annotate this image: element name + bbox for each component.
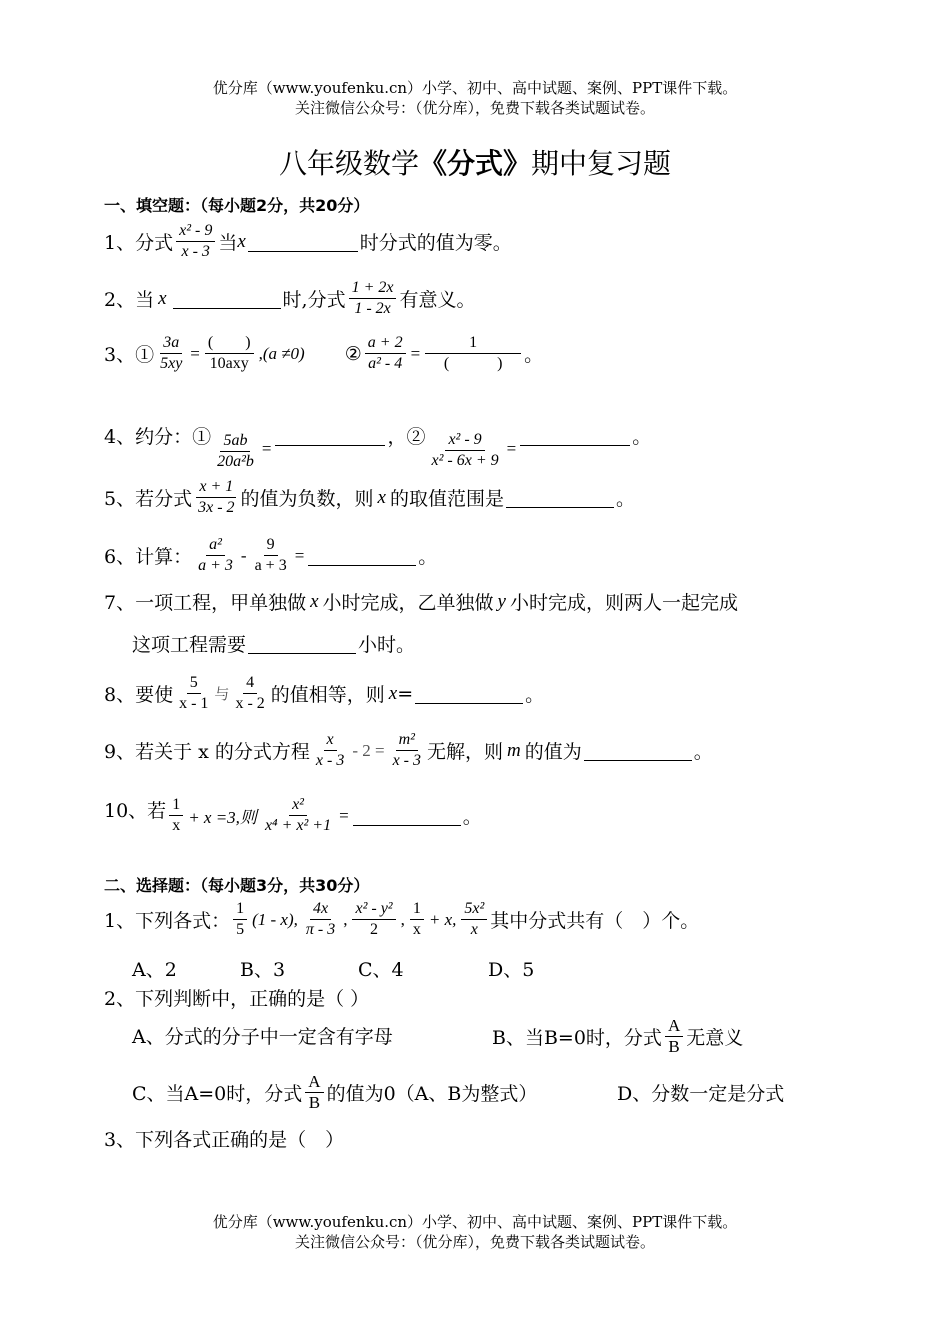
c2-option-d[interactable]: D、分数一定是分式 [617,1083,785,1105]
q4-text-b: ，② [387,426,426,448]
q6-text-c: 。 [418,546,438,568]
q9-fraction-2 [390,731,424,770]
c1-den-3: 2 [370,921,379,938]
q3-den-3: a² - 4 [368,355,403,372]
q3-num-4: 1 [425,334,521,354]
c1-fraction-5 [461,900,487,939]
q4-den-1: 20a²b [217,453,254,470]
q4-text-a: 4、约分：① [104,426,212,448]
title-post: 期中复习题 [531,147,672,180]
c1-option-b[interactable]: B、3 [240,959,286,981]
q2-var: x [158,287,167,309]
q4-equals: = [261,438,272,458]
c2-option-b[interactable] [492,1017,743,1056]
q9-num-2: m² [396,731,418,751]
q9-fraction-1 [313,731,347,770]
c1-fraction-4 [410,900,424,939]
q2-num: 1 + 2x [349,279,397,299]
q10-blank[interactable] [353,805,461,826]
c1-fraction-3 [352,900,395,939]
q8-mid: 与 [214,685,230,703]
q1-text-c: 时分式的值为零。 [359,232,512,254]
c1-fraction-2 [303,900,338,939]
q1-den: x - 3 [181,243,210,260]
q9-den-1: x - 3 [315,752,345,769]
q2-text-a: 2、当 [104,289,155,311]
q6-minus: - [240,545,247,565]
question-10 [104,796,482,835]
question-1 [104,222,512,261]
q10-text-c: 。 [462,806,482,828]
c2-option-c[interactable] [132,1073,537,1112]
q4-den-2: x² - 6x + 9 [431,452,499,469]
q10-fraction-2 [262,796,334,835]
q3-num-2: ( ) [205,334,254,354]
q5-blank[interactable] [506,487,614,508]
c1-den-2: π - 3 [305,921,336,938]
q1-text-b: 当 [218,232,238,254]
c1-num-3: x² - y² [352,900,395,920]
choice-question-2: 2、下列判断中，正确的是（ ） [104,988,370,1010]
q9-den-2: x - 3 [392,752,422,769]
q7-text-a: 7、一项工程，甲单独做 [104,592,307,614]
q10-den-1: x [172,817,181,834]
q8-fraction-1 [176,674,211,713]
c1-num-1: 1 [233,900,247,920]
c1-num-2: 4x [310,900,331,920]
q1-blank[interactable] [248,231,358,252]
c1-text-b: 其中分式共有（ ）个。 [490,910,700,932]
q8-num-2: 4 [243,674,257,694]
q10-mid: + x =3,则 [188,808,257,827]
question-7-line-1 [104,588,738,615]
q8-den-2: x - 2 [235,695,265,712]
q8-den-1: x - 1 [179,695,209,712]
q9-text-d: 。 [693,741,713,763]
q4-fraction-2 [429,431,502,470]
q10-text-a: 10、若 [104,800,167,822]
question-3 [104,334,543,373]
q5-text-b: 的值为负数，则 [240,488,374,510]
q4-num-1: 5ab [220,432,250,452]
q7-text-b: 小时完成，乙单独做 [322,592,494,614]
q5-var: x [377,486,386,508]
q10-equals: = [339,805,349,825]
c1-den-4: x [412,921,421,938]
title-pre: 八年级数学 [278,147,419,180]
q4-equals-2: = [506,438,517,458]
q6-equals: = [294,545,305,565]
footer-line-2: 关注微信公众号：（优分库），免费下载各类试题试卷。 [294,1233,655,1251]
title-bold: 《分式》 [418,147,531,180]
header-line-2: 关注微信公众号：（优分库），免费下载各类试题试卷。 [294,99,655,117]
question-9 [104,731,713,770]
q10-den-2: x⁴ + x² +1 [264,817,332,834]
q7-text-c: 小时完成，则两人一起完成 [509,592,738,614]
q5-fraction [195,478,237,517]
question-7-line-2 [132,630,415,657]
c1-text-a: 1、下列各式： [104,910,231,932]
q9-text-c: 的值为 [524,741,582,763]
q3-condition: ,(a ≠0) [258,343,305,363]
q6-fraction-2 [252,536,290,575]
c1-option-d[interactable]: D、5 [488,959,535,981]
q7-text-e: 小时。 [358,634,416,656]
question-8 [104,674,544,713]
q6-den-1: a + 3 [198,557,233,574]
question-5 [104,478,635,517]
q3-num-1: 3a [160,334,182,354]
c2-c-den: B [308,1093,321,1112]
c2-b-num: A [665,1017,683,1037]
q6-text-a: 6、计算： [104,546,193,568]
q3-text-b: ② [344,342,362,365]
q7-var-y: y [497,590,506,612]
footer-line-1: 优分库（www.youfenku.cn）小学、初中、高中试题、案例、PPT课件下载。 [212,1213,738,1231]
section-fill-blank: 一、填空题：（每小题2分，共20分） [104,196,370,215]
c1-num-5: 5x² [461,900,487,920]
q3-equals: = [190,343,200,363]
q4-blank-2[interactable] [520,425,630,446]
q2-blank[interactable] [173,288,281,309]
q3-num-3: a + 2 [365,334,406,354]
q6-blank[interactable] [308,545,416,566]
c1-fraction-1 [233,900,247,939]
c1-term-2: + x, [428,909,457,929]
c2-option-a[interactable]: A、分式的分子中一定含有字母 [132,1026,393,1048]
q5-num: x + 1 [196,478,236,498]
q7-var-x: x [310,590,319,612]
q6-num-2: 9 [264,536,278,556]
q9-mid: - 2 = [352,740,385,760]
q4-text-c: 。 [632,426,652,448]
c1-sep-1: , [343,909,348,929]
c2-b-den: B [668,1037,680,1056]
q3-fraction-3 [365,334,406,373]
c1-option-a[interactable]: A、2 [132,959,177,981]
q8-text-b: 的值相等，则 [270,684,385,706]
q8-fraction-2 [232,674,267,713]
q9-text-b: 无解，则 [427,741,504,763]
page-title [0,142,950,182]
q9-num-1: x [324,731,337,751]
q4-num-2: x² - 9 [445,431,484,451]
q8-num-1: 5 [187,674,201,694]
q3-fraction-4[interactable] [425,334,521,373]
choice-question-1 [104,900,699,939]
q3-equals-2: = [410,343,421,363]
choice-question-3: 3、下列各式正确的是（ ） [104,1129,345,1151]
q3-text-c: 。 [524,344,544,366]
q3-text-a: 3、① [104,344,155,366]
q10-num-2: x² [289,796,307,816]
q8-var: x [388,682,398,704]
c2-c-num: A [305,1073,323,1093]
c2-option-c-text: C、当A=0时，分式 [132,1083,303,1105]
c1-term-1: (1 - x), [252,909,298,929]
c1-den-1: 5 [236,921,245,938]
c2-option-b-fraction [665,1017,683,1056]
c1-sep-2: , [400,909,405,929]
q5-den: 3x - 2 [198,499,235,516]
question-2 [104,279,476,318]
q1-var: x [237,230,246,252]
q5-text-c: 的取值范围是 [389,488,504,510]
c1-den-5: x [470,921,478,938]
q3-fraction-1 [157,334,185,373]
q4-fraction-1 [214,432,257,471]
q6-den-2: a + 3 [254,557,287,574]
q8-text-a: 8、要使 [104,684,174,706]
q2-text-c: 有意义。 [399,289,476,311]
section-multiple-choice: 二、选择题：（每小题3分，共30分） [104,876,370,895]
c1-option-c[interactable]: C、4 [358,959,404,981]
header-line-1: 优分库（www.youfenku.cn）小学、初中、高中试题、案例、PPT课件下载。 [212,79,738,97]
c2-option-c-tail: 的值为0（A、B为整式） [326,1083,538,1105]
q3-den-2: 10axy [209,355,249,372]
q6-fraction-1 [195,536,236,575]
q2-den: 1 - 2x [354,300,391,317]
q2-text-b: 时,分式 [282,289,346,311]
q1-text-a: 1、分式 [104,232,174,254]
q8-text-d: 。 [525,684,545,706]
c2-option-c-fraction [305,1073,323,1112]
q7-blank[interactable] [248,633,356,654]
c2-option-b-tail: 无意义 [686,1027,744,1049]
q3-den-1: 5xy [160,355,183,372]
question-6 [104,536,437,575]
c1-num-4: 1 [410,900,424,920]
q4-blank-1[interactable] [275,425,385,446]
q10-num-1: 1 [169,796,183,816]
q2-fraction [349,279,397,318]
q5-text-a: 5、若分式 [104,488,193,510]
q1-fraction [176,222,215,261]
q8-equals: = [397,682,414,705]
question-4 [104,400,651,471]
q1-num: x² - 9 [176,222,215,242]
q8-blank[interactable] [415,683,523,704]
q9-blank[interactable] [584,740,692,761]
q5-text-d: 。 [616,488,636,510]
q9-text-a: 9、若关于 x 的分式方程 [104,741,310,763]
q10-fraction-1 [169,796,183,835]
c2-option-b-text: B、当B=0时，分式 [492,1027,662,1049]
q3-den-4: ( ) [443,355,503,372]
q7-text-d: 这项工程需要 [132,634,247,656]
q3-fraction-2[interactable] [205,334,254,373]
q9-var: m [507,739,521,761]
q6-num-1: a² [206,536,225,556]
